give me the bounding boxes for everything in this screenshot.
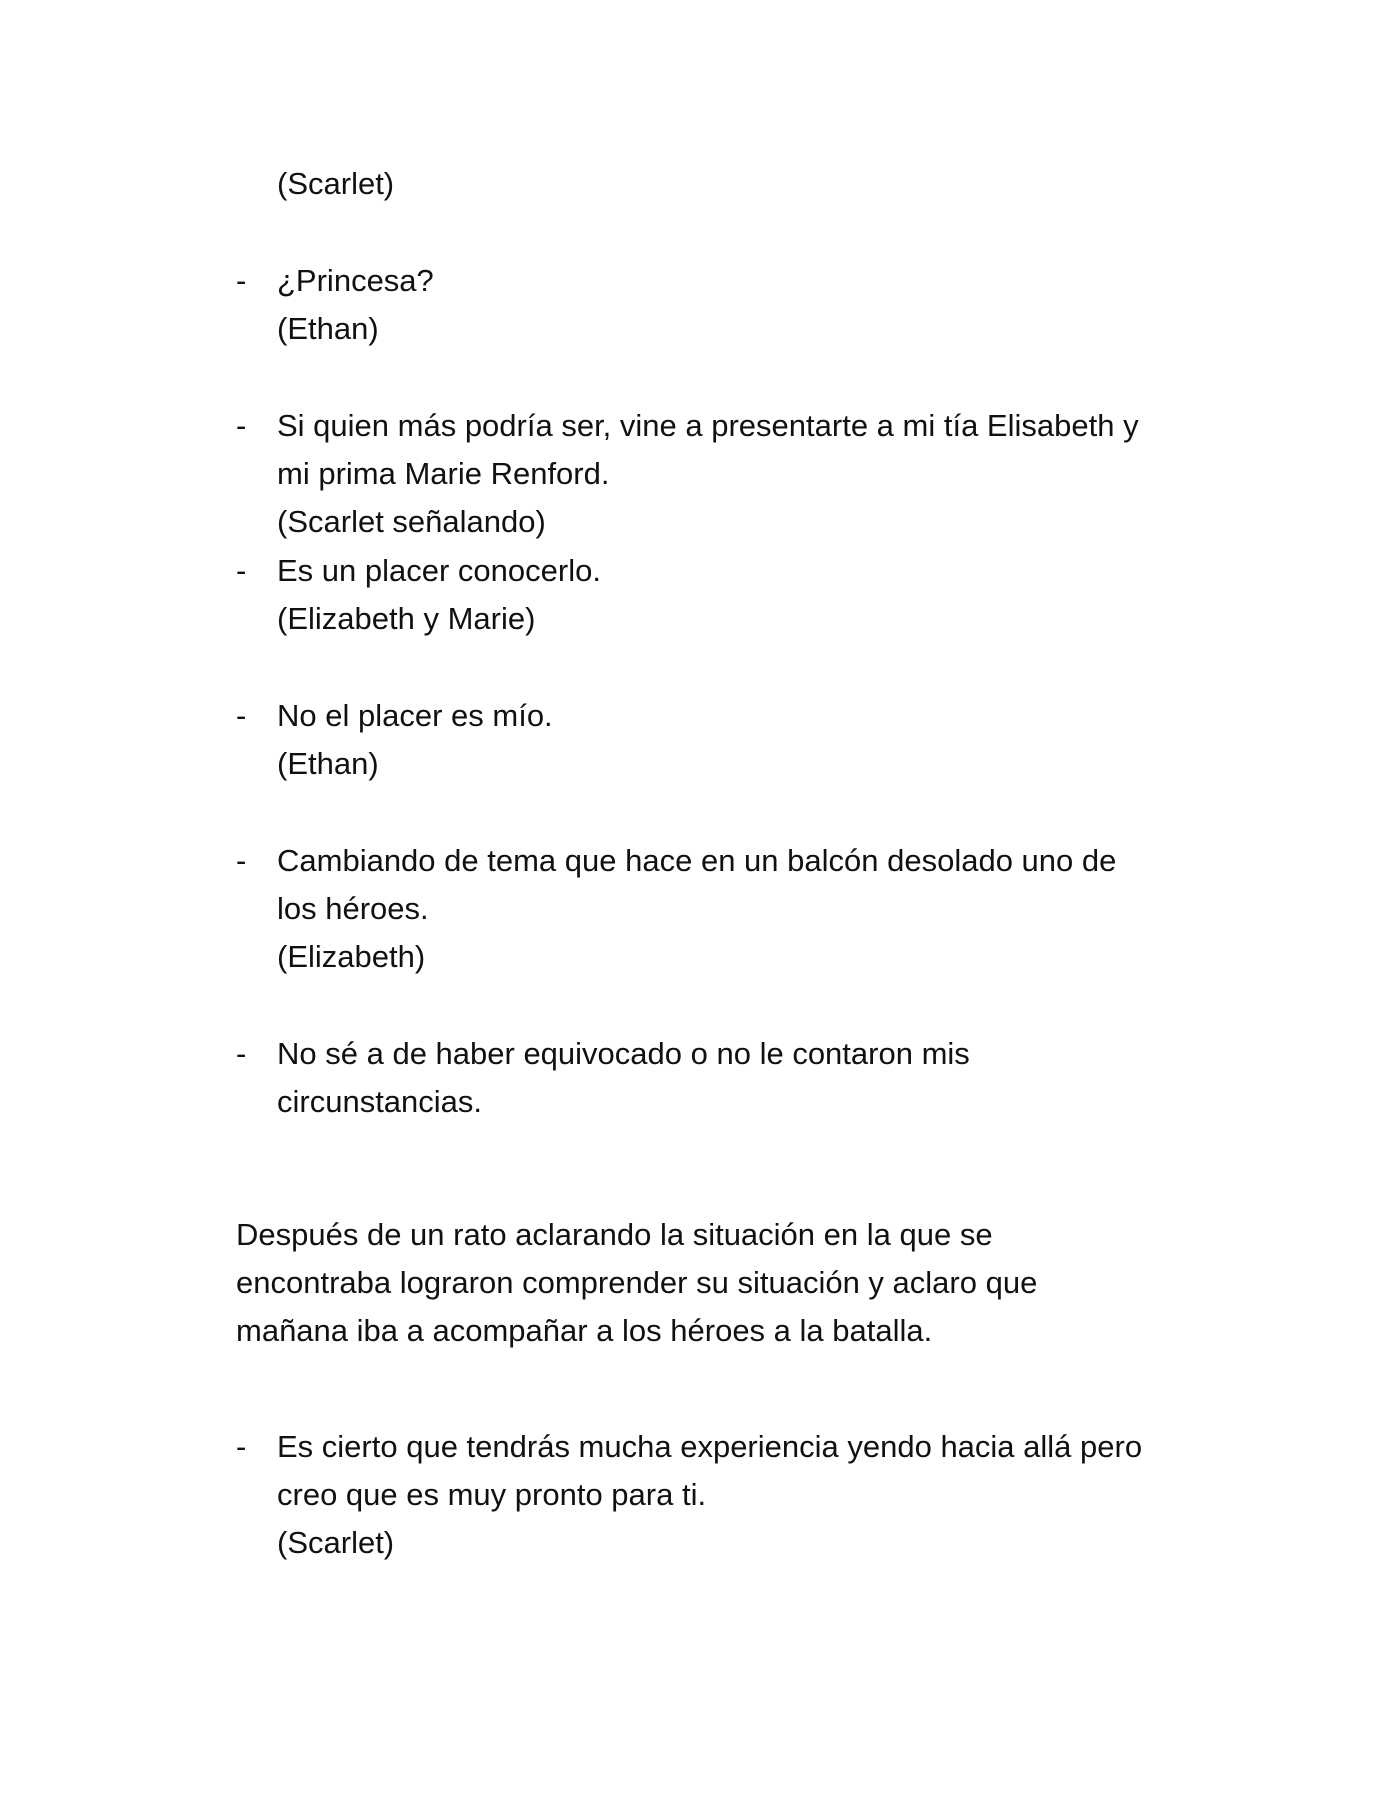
- speaker-label: (Scarlet): [277, 166, 395, 201]
- dialogue-line: los héroes.: [277, 891, 429, 926]
- dialogue-line: mi prima Marie Renford.: [277, 456, 610, 491]
- dialogue-line: ¿Princesa?: [277, 263, 434, 298]
- speaker-label: (Elizabeth): [277, 939, 426, 974]
- speaker-label: (Ethan): [277, 311, 379, 346]
- dialogue-dash: -: [236, 263, 247, 298]
- dialogue-line: Si quien más podría ser, vine a presentarte a mi tía Elisabeth y: [277, 408, 1139, 443]
- dialogue-line: Es cierto que tendrás mucha experiencia yendo hacia allá pero: [277, 1429, 1143, 1464]
- narration-line: Después de un rato aclarando la situación en la que se: [236, 1217, 993, 1252]
- speaker-label: (Scarlet): [277, 1525, 395, 1560]
- dialogue-dash: -: [236, 698, 247, 733]
- speaker-label: (Ethan): [277, 746, 379, 781]
- speaker-label: (Scarlet señalando): [277, 504, 546, 539]
- speaker-label: (Elizabeth y Marie): [277, 601, 536, 636]
- dialogue-dash: -: [236, 1429, 247, 1464]
- dialogue-dash: -: [236, 408, 247, 443]
- dialogue-line: Es un placer conocerlo.: [277, 553, 601, 588]
- dialogue-line: circunstancias.: [277, 1084, 483, 1119]
- dialogue-line: Cambiando de tema que hace en un balcón desolado uno de: [277, 843, 1117, 878]
- dialogue-dash: -: [236, 553, 247, 588]
- dialogue-dash: -: [236, 1036, 247, 1071]
- dialogue-line: No el placer es mío.: [277, 698, 553, 733]
- dialogue-line: creo que es muy pronto para ti.: [277, 1477, 707, 1512]
- dialogue-dash: -: [236, 843, 247, 878]
- narration-line: encontraba lograron comprender su situación y aclaro que: [236, 1265, 1038, 1300]
- narration-line: mañana iba a acompañar a los héroes a la batalla.: [236, 1313, 933, 1348]
- dialogue-line: No sé a de haber equivocado o no le contaron mis: [277, 1036, 970, 1071]
